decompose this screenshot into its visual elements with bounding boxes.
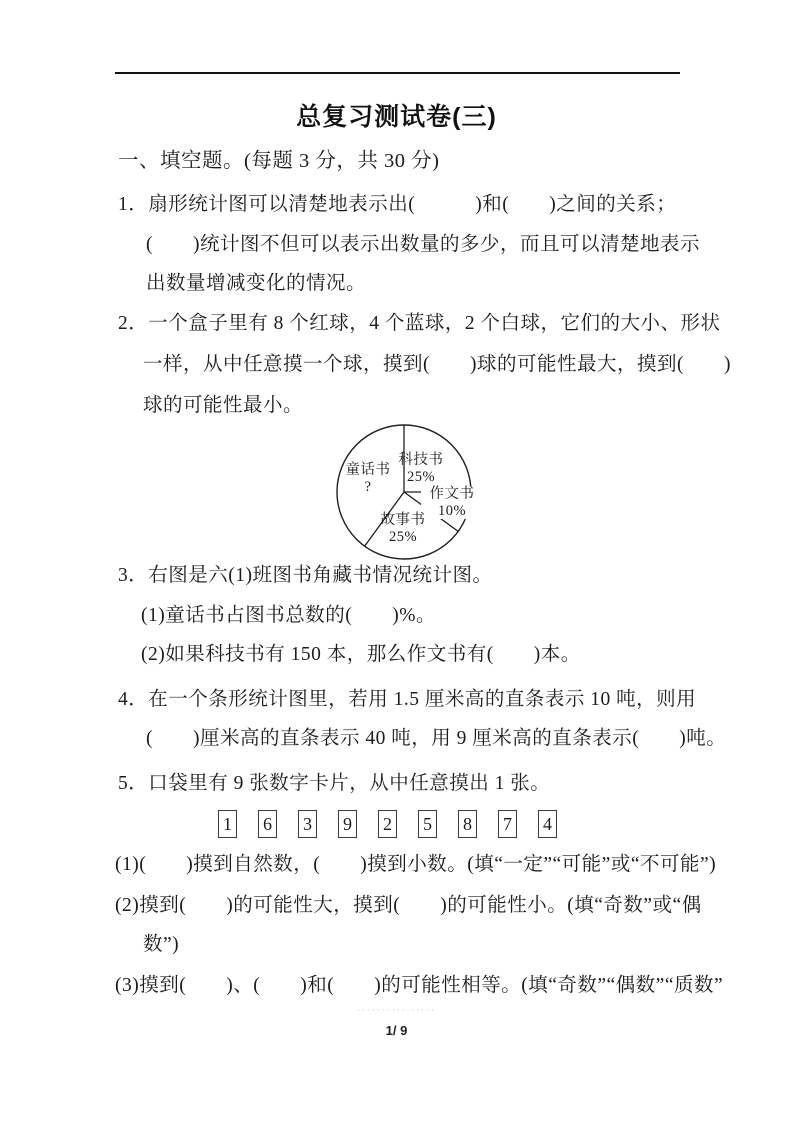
pie-slice-value: 10% [437, 502, 467, 519]
pie-slice-name: 故事书 [380, 512, 426, 528]
q3-line-1: 3．右图是六(1)班图书角藏书情况统计图。 [118, 565, 493, 586]
faint-watermark: ·········· ····· [356, 1005, 437, 1015]
pie-slice-name: 童话书 [345, 462, 391, 478]
number-card: 4 [538, 810, 557, 838]
pie-chart [328, 416, 480, 566]
q5-sub-2-line-1: (2)摸到( )的可能性大，摸到( )的可能性小。(填“奇数”或“偶 [115, 895, 702, 916]
number-cards [218, 810, 557, 838]
pie-slice-value: 25% [406, 468, 436, 485]
q2-line-2: 一样，从中任意摸一个球，摸到( )球的可能性最大，摸到( ) [143, 354, 731, 375]
q1-line-1: 1．扇形统计图可以清楚地表示出( )和( )之间的关系； [118, 194, 677, 215]
number-card: 5 [418, 810, 437, 838]
q1-line-2: ( )统计图不但可以表示出数量的多少，而且可以清楚地表示 [146, 234, 700, 255]
pie-slice-value: ? [364, 478, 372, 495]
q4-line-2: ( )厘米高的直条表示 40 吨，用 9 厘米高的直条表示( )吨。 [146, 728, 727, 749]
pie-slice-label-tonghuashu [336, 462, 400, 495]
q5-sub-2-line-2: 数”) [143, 934, 180, 955]
section-heading: 一、填空题。(每题 3 分，共 30 分) [118, 150, 440, 172]
q5-sub-1: (1)( )摸到自然数，( )摸到小数。(填“一定”“可能”或“不可能”) [115, 854, 717, 875]
number-card: 6 [258, 810, 277, 838]
number-card: 2 [378, 810, 397, 838]
q4-line-1: 4．在一个条形统计图里，若用 1.5 厘米高的直条表示 10 吨，则用 [118, 689, 697, 710]
q1-line-3: 出数量增减变化的情况。 [146, 273, 367, 294]
q3-sub-1: (1)童话书占图书总数的( )%。 [141, 605, 436, 626]
pie-slice-value: 25% [388, 528, 418, 545]
page-title: 总复习测试卷(三) [296, 103, 497, 131]
number-card: 3 [298, 810, 317, 838]
number-card: 7 [498, 810, 517, 838]
number-card: 9 [338, 810, 357, 838]
pie-slice-name: 科技书 [398, 452, 444, 468]
number-card: 8 [458, 810, 477, 838]
header-rule [115, 72, 680, 74]
q5-sub-3: (3)摸到( )、( )和( )的可能性相等。(填“奇数”“偶数”“质数” [115, 975, 724, 996]
pie-slice-name: 作文书 [429, 486, 475, 502]
number-card: 1 [218, 810, 237, 838]
q5-line-1: 5．口袋里有 9 张数字卡片，从中任意摸出 1 张。 [118, 773, 551, 794]
q3-sub-2: (2)如果科技书有 150 本，那么作文书有( )本。 [141, 644, 581, 665]
pie-slice-label-gushishu [371, 512, 435, 545]
q2-line-3: 球的可能性最小。 [143, 395, 304, 416]
q2-line-1: 2．一个盒子里有 8 个红球，4 个蓝球，2 个白球，它们的大小、形状 [118, 313, 721, 334]
page-number: 1/ 9 [385, 1023, 408, 1038]
